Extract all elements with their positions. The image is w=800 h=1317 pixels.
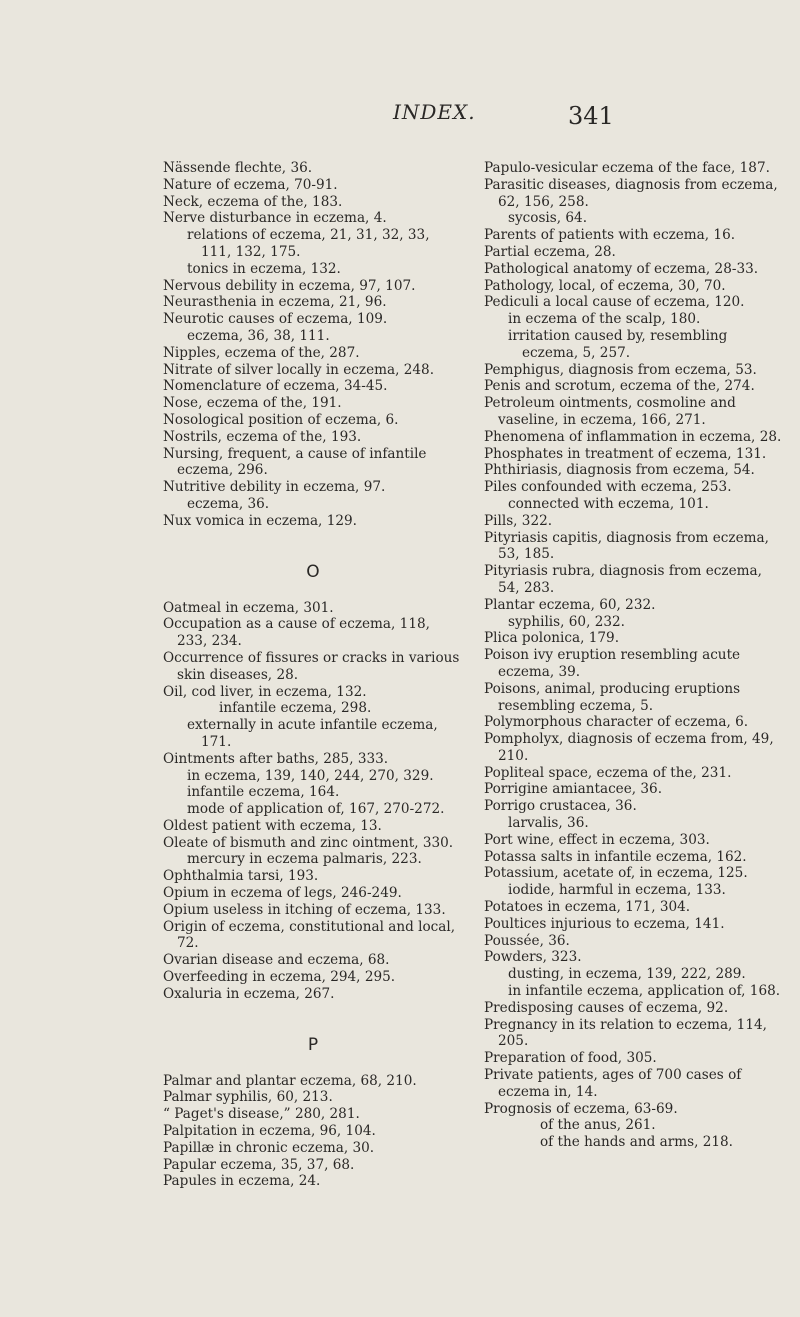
index-entry: Papulo-vesicular eczema of the face, 187.: [484, 160, 770, 176]
index-entry: Nursing, frequent, a cause of infantile eczema, 296.: [163, 445, 427, 479]
index-entry: Parents of patients with eczema, 16.: [484, 227, 736, 244]
index-entry: Popliteal space, eczema of the, 231.: [484, 764, 732, 781]
index-entry: Private patients, ages of 700 cases of eczema in, 14.: [484, 1067, 742, 1100]
index-entry: Nipples, eczema of the, 287.: [163, 344, 360, 361]
index-entry: Pediculi a local cause of eczema, 120.: [484, 294, 745, 311]
index-entry: mercury in eczema palmaris, 223.: [187, 851, 422, 868]
index-entry: Oil, cod liver, in eczema, 132.: [163, 683, 367, 700]
index-entry: irritation caused by, resembling eczema, 5, 257.: [508, 327, 728, 361]
index-entry: Origin of eczema, constitutional and local, 72.: [163, 918, 456, 952]
index-entry: Poison ivy eruption resembling acute eczema, 39.: [484, 647, 741, 680]
index-entry: Phthiriasis, diagnosis from eczema, 54.: [484, 462, 755, 479]
index-entry: Opium useless in itching of eczema, 133.: [163, 901, 446, 918]
index-entry: Plica polonica, 179.: [484, 630, 620, 647]
index-entry: Pregnancy in its relation to eczema, 114, 205.: [484, 1016, 767, 1050]
index-entry: Potassium, acetate of, in eczema, 125.: [484, 865, 748, 882]
index-entry: Occupation as a cause of eczema, 118, 233, 234.: [163, 616, 430, 650]
index-entry: tonics in eczema, 132.: [187, 260, 341, 277]
index-entry: Porrigo crustacea, 36.: [484, 798, 637, 815]
index-entry: mode of application of, 167, 270-272.: [187, 801, 445, 818]
index-entry: Pathology, local, of eczema, 30, 70.: [484, 277, 726, 294]
index-entry: Neurasthenia in eczema, 21, 96.: [163, 294, 387, 311]
index-entry: Papillæ in chronic eczema, 30.: [163, 1139, 375, 1156]
index-entry: relations of eczema, 21, 31, 32, 33, 111, 132, 175.: [187, 227, 430, 260]
index-entry: Ophthalmia tarsi, 193.: [163, 868, 319, 885]
index-entry: Ovarian disease and eczema, 68.: [163, 952, 390, 969]
index-entry: Porrigine amiantacee, 36.: [484, 781, 663, 798]
index-entry: dusting, in eczema, 139, 222, 289.: [508, 966, 746, 983]
index-entry: Poussée, 36.: [484, 932, 570, 949]
index-group-n: [163, 160, 463, 530]
index-entry: Palmar syphilis, 60, 213.: [163, 1089, 333, 1106]
index-entry: Plantar eczema, 60, 232.: [484, 596, 656, 613]
index-entry: Papules in eczema, 24.: [163, 1173, 321, 1190]
running-title: INDEX.: [393, 100, 476, 124]
index-entry: in eczema of the scalp, 180.: [508, 311, 701, 328]
index-entry: Phenomena of inflammation in eczema, 28.: [484, 428, 782, 445]
index-entry: of the hands and arms, 218.: [540, 1134, 733, 1151]
index-entry: Nostrils, eczema of the, 193.: [163, 428, 362, 445]
index-entry: Pathological anatomy of eczema, 28-33.: [484, 260, 759, 277]
index-entry: Poultices injurious to eczema, 141.: [484, 915, 725, 932]
page-header: [0, 96, 800, 136]
index-entry: Palpitation in eczema, 96, 104.: [163, 1123, 376, 1140]
index-entry: eczema, 36.: [187, 495, 270, 512]
index-entry: Oldest patient with eczema, 13.: [163, 817, 382, 834]
index-column-right: [484, 160, 784, 1151]
index-entry: Petroleum ointments, cosmoline and vaseline, in eczema, 166, 271.: [484, 395, 736, 428]
index-entry: Phosphates in treatment of eczema, 131.: [484, 445, 767, 462]
index-entry: Nature of eczema, 70-91.: [163, 176, 338, 193]
index-entry: Polymorphous character of eczema, 6.: [484, 714, 749, 731]
index-entry: infantile eczema, 298.: [219, 700, 372, 717]
index-entry: Palmar and plantar eczema, 68, 210.: [163, 1072, 417, 1089]
index-entry: Ointments after baths, 285, 333.: [163, 750, 389, 767]
index-entry: Piles confounded with eczema, 253.: [484, 479, 732, 496]
index-entry: sycosis, 64.: [508, 210, 588, 227]
index-entry: Pityriasis capitis, diagnosis from eczema, 53, 185.: [484, 529, 769, 563]
index-entry: Oatmeal in eczema, 301.: [163, 599, 334, 616]
index-entry: Penis and scrotum, eczema of the, 274.: [484, 378, 755, 395]
index-entry: Partial eczema, 28.: [484, 243, 616, 260]
index-column-left: [163, 160, 463, 1190]
index-entry: Nässende flechte, 36.: [163, 160, 313, 176]
index-entry: Pills, 322.: [484, 512, 553, 529]
index-entry: Nitrate of silver locally in eczema, 248.: [163, 361, 435, 378]
index-entry: of the anus, 261.: [540, 1117, 656, 1134]
index-entry: Pemphigus, diagnosis from eczema, 53.: [484, 361, 757, 378]
index-entry: larvalis, 36.: [508, 815, 589, 832]
index-group-o: [163, 600, 463, 1003]
index-entry: Potatoes in eczema, 171, 304.: [484, 899, 691, 916]
index-entry: Pityriasis rubra, diagnosis from eczema, 54, 283.: [484, 563, 762, 596]
index-entry: Overfeeding in eczema, 294, 295.: [163, 969, 396, 986]
index-entry: Neurotic causes of eczema, 109.: [163, 311, 388, 328]
index-entry: Potassa salts in infantile eczema, 162.: [484, 848, 747, 865]
index-entry: Oxaluria in eczema, 267.: [163, 985, 335, 1002]
index-entry: syphilis, 60, 232.: [508, 613, 625, 630]
index-entry: Nose, eczema of the, 191.: [163, 395, 342, 412]
page-number: 341: [568, 102, 614, 130]
index-entry: Nerve disturbance in eczema, 4.: [163, 210, 387, 227]
index-entry: in eczema, 139, 140, 244, 270, 329.: [187, 767, 434, 784]
index-entry: Opium in eczema of legs, 246-249.: [163, 885, 402, 902]
index-entry: Prognosis of eczema, 63-69.: [484, 1100, 678, 1117]
index-entry: Preparation of food, 305.: [484, 1050, 657, 1067]
index-entry: eczema, 36, 38, 111.: [187, 327, 330, 344]
index-entry: Pompholyx, diagnosis of eczema from, 49, 210.: [484, 731, 774, 764]
index-entry: Nux vomica in eczema, 129.: [163, 512, 357, 529]
index-entry: “ Paget's disease,” 280, 281.: [163, 1106, 360, 1123]
index-entry: in infantile eczema, application of, 168.: [508, 983, 781, 1000]
section-letter-o: O: [306, 561, 320, 582]
index-entry: Port wine, effect in eczema, 303.: [484, 831, 710, 848]
index-entry: infantile eczema, 164.: [187, 784, 340, 801]
index-entry: Parasitic diseases, diagnosis from eczema, 62, 156, 258.: [484, 176, 778, 210]
index-entry: Powders, 323.: [484, 949, 582, 966]
index-entry: Neck, eczema of the, 183.: [163, 193, 343, 210]
index-entry: connected with eczema, 101.: [508, 495, 709, 512]
index-entry: Oleate of bismuth and zinc ointment, 330.: [163, 834, 454, 851]
index-entry: Nosological position of eczema, 6.: [163, 411, 399, 428]
index-entry: externally in acute infantile eczema, 171.: [187, 717, 438, 750]
index-entry: iodide, harmful in eczema, 133.: [508, 882, 726, 899]
index-group-p: [163, 1073, 463, 1191]
index-entry: Nomenclature of eczema, 34-45.: [163, 378, 388, 395]
index-entry: Papular eczema, 35, 37, 68.: [163, 1156, 355, 1173]
index-entry: Predisposing causes of eczema, 92.: [484, 999, 729, 1016]
index-entry: Occurrence of fissures or cracks in various skin diseases, 28.: [163, 649, 460, 683]
index-entry: Nutritive debility in eczema, 97.: [163, 479, 386, 496]
section-letter-p: P: [307, 1034, 319, 1055]
index-entry: Poisons, animal, producing eruptions resembling eczema, 5.: [484, 680, 741, 714]
index-entry: Nervous debility in eczema, 97, 107.: [163, 277, 416, 294]
